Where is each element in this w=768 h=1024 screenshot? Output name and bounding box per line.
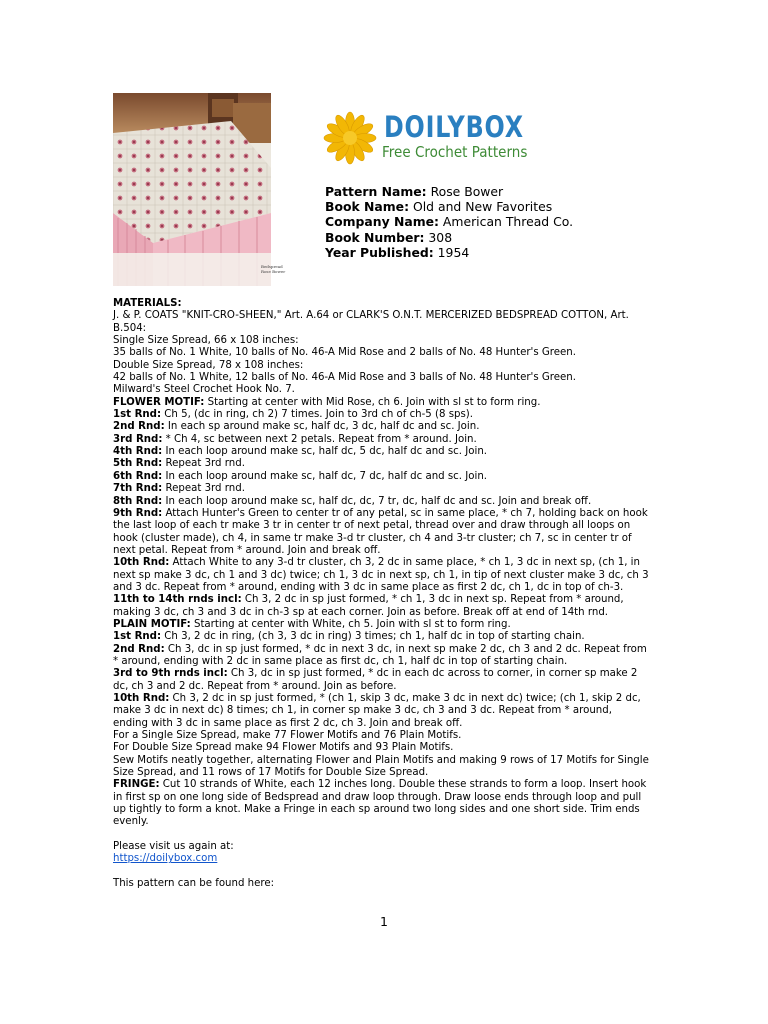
- instruction-line: [113, 693, 658, 705]
- info-value: Old and New Favorites: [412, 199, 553, 215]
- instruction-text: next sp make 3 dc, ch 1 and 3 dc) twice; ch 1, 3 dc in next sp, ch 1, in tip of next cluster make 3 dc, ch 3: [113, 569, 649, 581]
- logo-tagline: Free Crochet Patterns: [382, 143, 528, 161]
- info-row-pattern-name: [325, 184, 573, 199]
- instruction-heading: 11th to 14th rnds incl:: [113, 594, 242, 606]
- page-number: 1: [380, 914, 388, 929]
- instruction-line: [113, 607, 658, 619]
- instruction-text: In each loop around make sc, half dc, 7 dc, half dc and sc. Join.: [162, 470, 488, 482]
- instruction-text: 42 balls of No. 1 White, 12 balls of No. 46-A Mid Rose and 3 balls of No. 48 Hunter's Green.: [113, 372, 576, 384]
- instruction-line: [113, 742, 658, 754]
- instruction-text: In each loop around make sc, half dc, dc, 7 tr, dc, half dc and sc. Join and break off.: [162, 495, 592, 507]
- instruction-line: [113, 557, 658, 569]
- instruction-line: [113, 644, 658, 656]
- instruction-text: Attach Hunter's Green to center tr of any petal, sc in same place, * ch 7, holding back on hook: [162, 507, 648, 519]
- instruction-text: hook (cluster made), ch 4, in same tr make 3-d tr cluster, ch 4 and 3-tr cluster; ch 7, sc in center tr of: [113, 532, 632, 544]
- instruction-line: [113, 496, 658, 508]
- instruction-line: [113, 730, 658, 742]
- instruction-text: In each sp around make sc, half dc, 3 dc, half dc and sc. Join.: [164, 421, 480, 433]
- instruction-line: [113, 755, 658, 767]
- instruction-line: [113, 520, 658, 532]
- instruction-heading: 6th Rnd:: [113, 470, 163, 482]
- instruction-heading: 1st Rnd:: [113, 409, 162, 421]
- info-row-year-published: [325, 245, 573, 260]
- instruction-line: [113, 705, 658, 717]
- instruction-text: Cut 10 strands of White, each 12 inches long. Double these strands to form a loop. Insert hook: [159, 779, 647, 791]
- instruction-line: [113, 458, 658, 470]
- instruction-heading: MATERIALS:: [113, 298, 182, 309]
- instruction-line: [113, 718, 658, 730]
- info-value: 1954: [437, 244, 470, 260]
- instruction-text: Repeat 3rd rnd.: [162, 458, 245, 470]
- instruction-text: B.504:: [113, 322, 147, 334]
- instruction-text: Double Size Spread, 78 x 108 inches:: [113, 359, 304, 371]
- instruction-line: [113, 681, 658, 693]
- instruction-heading: 2nd Rnd:: [113, 643, 165, 655]
- instruction-line: [113, 779, 658, 791]
- instruction-line: [113, 668, 658, 680]
- instruction-heading: 2nd Rnd:: [113, 421, 165, 433]
- instruction-text: in first sp on one long side of Bedspread and draw loop through. Draw loose ends through loop and pull: [113, 791, 642, 803]
- instruction-line: [113, 335, 658, 347]
- pattern-instructions: [113, 298, 658, 891]
- logo-name: DOILYBOX: [384, 110, 524, 144]
- info-label: Pattern Name:: [325, 184, 427, 199]
- instruction-line: [113, 767, 658, 779]
- instruction-line: [113, 397, 658, 409]
- instruction-text: ending with 3 dc in same place as first 2 dc, ch 3. Join and break off.: [113, 717, 463, 729]
- instruction-text: Starting at center with White, ch 5. Join with sl st to form ring.: [190, 618, 511, 630]
- instruction-line: [113, 594, 658, 606]
- instruction-heading: 7th Rnd:: [113, 483, 163, 495]
- instruction-line: [113, 619, 658, 631]
- info-row-book-name: [325, 199, 573, 214]
- instruction-line: [113, 384, 658, 396]
- instruction-line: [113, 631, 658, 643]
- instruction-line: [113, 533, 658, 545]
- instruction-text: next petal. Repeat from * around. Join and break off.: [113, 544, 381, 556]
- instruction-heading: FRINGE:: [113, 779, 160, 791]
- visit-text: Please visit us again at:: [113, 841, 234, 853]
- instruction-text: For Double Size Spread make 94 Flower Motifs and 93 Plain Motifs.: [113, 742, 454, 754]
- bedspread-photo: [113, 93, 286, 286]
- instruction-line: [113, 347, 658, 359]
- pattern-info: [325, 184, 573, 260]
- instruction-heading: 9th Rnd:: [113, 507, 163, 519]
- instruction-text: the last loop of each tr make 3 tr in center tr of next petal, thread over and draw through all loops on: [113, 520, 631, 532]
- info-label: Company Name:: [325, 214, 439, 230]
- found-text: This pattern can be found here:: [113, 878, 275, 890]
- instruction-text: Ch 3, dc in sp just formed, * dc in next 3 dc, in next sp make 2 dc, ch 3 and 2 dc. Repeat from: [164, 643, 647, 655]
- instruction-text: and 3 dc. Repeat from * around, ending with 3 dc in same place as first 2 dc, ch 1, dc in top of ch-3.: [113, 581, 624, 593]
- instruction-line: [113, 508, 658, 520]
- instruction-heading: 1st Rnd:: [113, 631, 162, 643]
- info-value: 308: [428, 229, 453, 245]
- instruction-line: [113, 816, 658, 828]
- instruction-text: Starting at center with Mid Rose, ch 6. Join with sl st to form ring.: [204, 396, 541, 408]
- instruction-line: [113, 372, 658, 384]
- instruction-text: Ch 3, 2 dc in ring, (ch 3, 3 dc in ring) 3 times; ch 1, half dc in top of starting chain.: [161, 631, 585, 643]
- instruction-text: Milward's Steel Crochet Hook No. 7.: [113, 384, 295, 396]
- instruction-heading: 3rd to 9th rnds incl:: [113, 668, 228, 680]
- instruction-heading: 5th Rnd:: [113, 458, 163, 470]
- instruction-line: [113, 804, 658, 816]
- instruction-text: make 3 dc in next dc) 8 times; ch 1, in corner sp make 3 dc, ch 3 and 3 dc. Repeat from * around,: [113, 705, 612, 717]
- instruction-line: [113, 656, 658, 668]
- instruction-heading: 8th Rnd:: [113, 495, 163, 507]
- info-label: Year Published:: [325, 244, 434, 260]
- instruction-text: In each loop around make sc, half dc, 5 dc, half dc and sc. Join.: [162, 446, 488, 458]
- instruction-line: [113, 570, 658, 582]
- instruction-line: [113, 409, 658, 421]
- instruction-line: [113, 792, 658, 804]
- instruction-heading: PLAIN MOTIF:: [113, 618, 191, 630]
- instruction-text: Repeat 3rd rnd.: [162, 483, 245, 495]
- instruction-heading: FLOWER MOTIF:: [113, 396, 205, 408]
- instruction-text: For a Single Size Spread, make 77 Flower Motifs and 76 Plain Motifs.: [113, 730, 462, 742]
- instruction-text: J. & P. COATS "KNIT-CRO-SHEEN," Art. A.64 or CLARK'S O.N.T. MERCERIZED BEDSPREAD COTTON, Art.: [113, 310, 629, 322]
- info-value: American Thread Co.: [442, 214, 574, 230]
- instruction-line: [113, 360, 658, 372]
- instruction-line: [113, 545, 658, 557]
- doilybox-logo[interactable]: [322, 110, 542, 166]
- doilybox-link[interactable]: https://doilybox.com: [113, 853, 218, 865]
- instruction-text: Ch 5, (dc in ring, ch 2) 7 times. Join to 3rd ch of ch-5 (8 sps).: [161, 409, 474, 421]
- info-row-company-name: [325, 214, 573, 229]
- instruction-line: [113, 582, 658, 594]
- photo-caption: [261, 264, 321, 274]
- instruction-heading: 10th Rnd:: [113, 557, 170, 569]
- instruction-line: [113, 298, 658, 310]
- instruction-text: Size Spread, and 11 rows of 17 Motifs for Double Size Spread.: [113, 767, 429, 779]
- instruction-heading: 4th Rnd:: [113, 446, 163, 458]
- instruction-text: Ch 3, 2 dc in sp just formed, * ch 1, 3 dc in next sp. Repeat from * around,: [241, 594, 624, 606]
- instruction-heading: 3rd Rnd:: [113, 433, 163, 445]
- info-label: Book Name:: [325, 199, 410, 215]
- instruction-line: [113, 310, 658, 322]
- instruction-text: * Ch 4, sc between next 2 petals. Repeat from * around. Join.: [162, 433, 477, 445]
- instruction-line: [113, 471, 658, 483]
- instruction-text: evenly.: [113, 816, 149, 828]
- info-label: Book Number:: [325, 229, 425, 245]
- instruction-text: making 3 dc, ch 3 and 3 dc in ch-3 sp at each corner. Join as before. Break off at end of 14th rnd.: [113, 606, 609, 618]
- instruction-text: dc, ch 3 and 2 dc. Repeat from * around. Join as before.: [113, 680, 397, 692]
- instruction-line: [113, 434, 658, 446]
- sunflower-icon: [322, 112, 378, 164]
- instruction-text: 35 balls of No. 1 White, 10 balls of No. 46-A Mid Rose and 2 balls of No. 48 Hunter's Green.: [113, 347, 576, 359]
- photo-caption-line: Rose Bower: [261, 269, 286, 274]
- photo-caption-line: Bedspread: [261, 264, 283, 269]
- instruction-text: * around, ending with 2 dc in same place as first dc, ch 1, half dc in top of starting chain.: [113, 655, 568, 667]
- instruction-line: [113, 421, 658, 433]
- instruction-lines: [113, 298, 658, 829]
- instruction-text: Sew Motifs neatly together, alternating Flower and Plain Motifs and making 9 rows of 17 Motifs for Single: [113, 754, 649, 766]
- instruction-text: Attach White to any 3-d tr cluster, ch 3, 2 dc in same place, * ch 1, 3 dc in next sp, (ch 1, in: [169, 557, 640, 569]
- instruction-text: Ch 3, dc in sp just formed, * dc in each dc across to corner, in corner sp make 2: [227, 668, 638, 680]
- instruction-text: Ch 3, 2 dc in sp just formed, * (ch 1, skip 3 dc, make 3 dc in next dc) twice; (ch 1, skip 2 dc,: [169, 693, 641, 704]
- instruction-heading: 10th Rnd:: [113, 693, 170, 704]
- instruction-text: up tightly to form a knot. Make a Fringe in each sp around two long sides and one short side. Trim ends: [113, 804, 640, 816]
- instruction-text: Single Size Spread, 66 x 108 inches:: [113, 335, 299, 347]
- instruction-line: [113, 483, 658, 495]
- instruction-line: [113, 446, 658, 458]
- instruction-line: [113, 323, 658, 335]
- info-row-book-number: [325, 230, 573, 245]
- info-value: Rose Bower: [430, 184, 504, 199]
